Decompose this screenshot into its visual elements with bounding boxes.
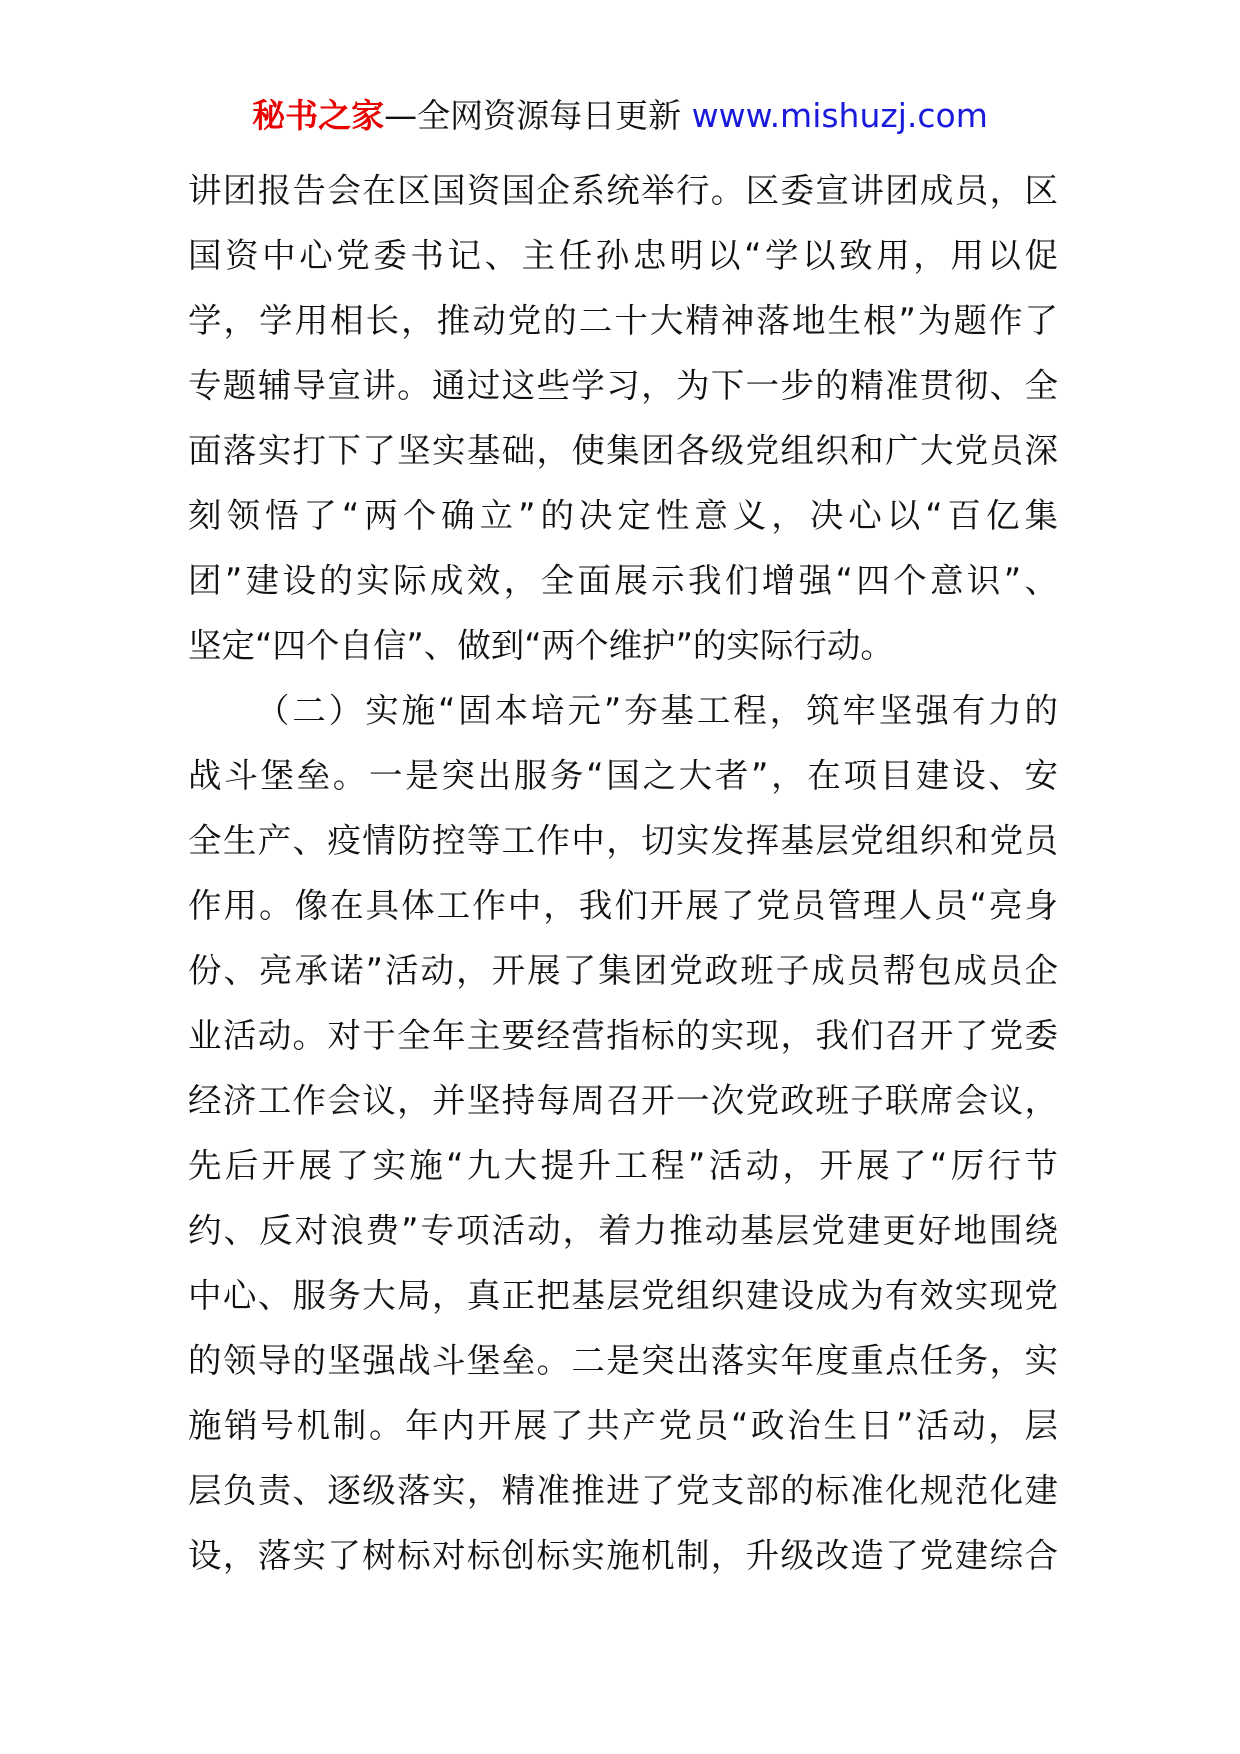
text-line: 约、反对浪费”专项活动，着力推动基层党建更好地围绕 bbox=[188, 1211, 1058, 1250]
text-line: 全生产、疫情防控等工作中，切实发挥基层党组织和党员 bbox=[188, 821, 1058, 860]
page-header bbox=[0, 96, 1240, 136]
brand-name: 秘书之家 bbox=[252, 96, 385, 135]
text-line: 作用。像在具体工作中，我们开展了党员管理人员“亮身 bbox=[188, 886, 1058, 925]
site-url-link[interactable]: www.mishuzj.com bbox=[691, 96, 988, 135]
text-line: 层负责、逐级落实，精准推进了党支部的标准化规范化建 bbox=[188, 1471, 1058, 1510]
section-heading-line: （二）实施“固本培元”夯基工程，筑牢坚强有力的 bbox=[256, 691, 1058, 730]
text-line: 的领导的坚强战斗堡垒。二是突出落实年度重点任务，实 bbox=[188, 1341, 1058, 1380]
text-line: 业活动。对于全年主要经营指标的实现，我们召开了党委 bbox=[188, 1016, 1058, 1055]
text-line: 国资中心党委书记、主任孙忠明以“学以致用，用以促 bbox=[188, 236, 1058, 275]
text-line: 团”建设的实际成效，全面展示我们增强“四个意识”、 bbox=[188, 561, 1058, 600]
text-line: 设，落实了树标对标创标实施机制，升级改造了党建综合 bbox=[188, 1536, 1058, 1575]
text-line: 讲团报告会在区国资国企系统举行。区委宣讲团成员，区 bbox=[188, 171, 1058, 210]
document-body bbox=[188, 158, 1058, 1588]
text-line: 中心、服务大局，真正把基层党组织建设成为有效实现党 bbox=[188, 1276, 1058, 1315]
text-line: 份、亮承诺”活动，开展了集团党政班子成员帮包成员企 bbox=[188, 951, 1058, 990]
text-line: 先后开展了实施“九大提升工程”活动，开展了“厉行节 bbox=[188, 1146, 1058, 1185]
header-slogan: —全网资源每日更新 bbox=[384, 96, 692, 135]
text-line: 战斗堡垒。一是突出服务“国之大者”，在项目建设、安 bbox=[188, 756, 1058, 795]
text-line: 经济工作会议，并坚持每周召开一次党政班子联席会议， bbox=[188, 1081, 1058, 1120]
text-line: 学，学用相长，推动党的二十大精神落地生根”为题作了 bbox=[188, 301, 1058, 340]
text-line: 坚定“四个自信”、做到“两个维护”的实际行动。 bbox=[188, 626, 894, 665]
text-line: 面落实打下了坚实基础，使集团各级党组织和广大党员深 bbox=[188, 431, 1058, 470]
text-line: 专题辅导宣讲。通过这些学习，为下一步的精准贯彻、全 bbox=[188, 366, 1058, 405]
text-line: 施销号机制。年内开展了共产党员“政治生日”活动，层 bbox=[188, 1406, 1058, 1445]
text-line: 刻领悟了“两个确立”的决定性意义，决心以“百亿集 bbox=[188, 496, 1058, 535]
